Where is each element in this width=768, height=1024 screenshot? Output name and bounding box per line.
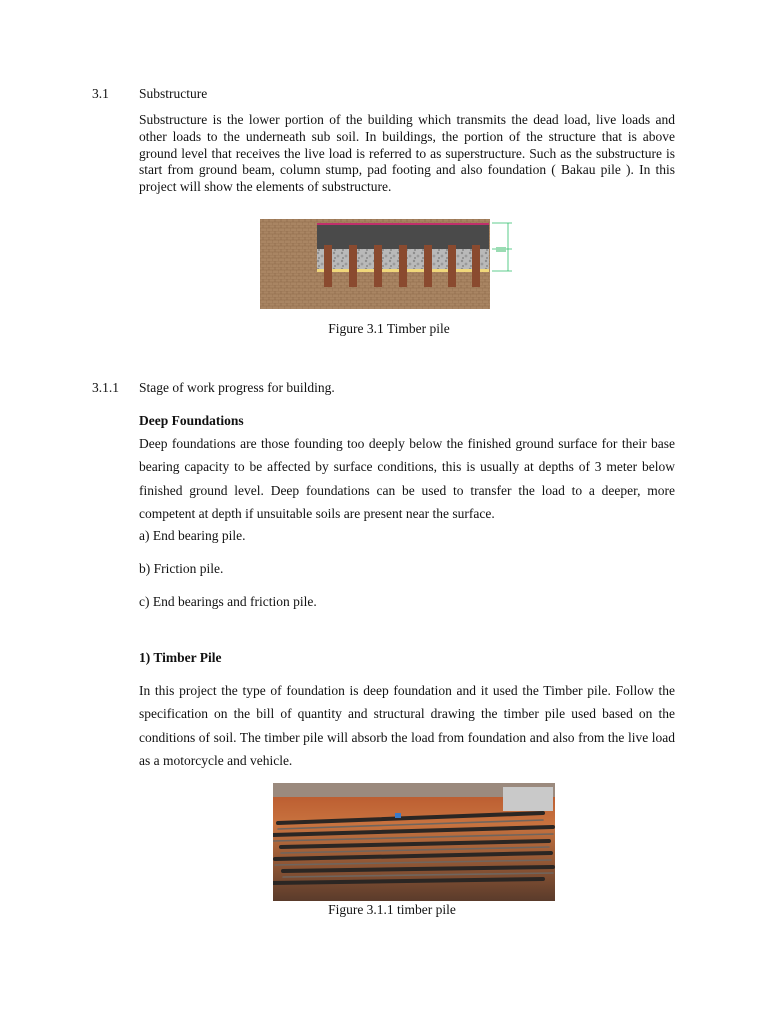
list-item: b) Friction pile.	[139, 561, 224, 576]
figure-caption: Figure 3.1 Timber pile	[328, 321, 450, 336]
list-item: a) End bearing pile.	[139, 528, 246, 543]
deep-foundations-heading: Deep Foundations	[139, 413, 244, 428]
substructure-paragraph: Substructure is the lower portion of the building which transmits the dead load, live loads and other loads to the underneath sub soil. In buildings, the portion of the structure that is above ground level that receives the live load is referred to as superstructure. Such as the substructure is start from ground beam, column stump, pad footing and also foundation ( Bakau pile ). In this project will show the elements of substructure.	[139, 112, 675, 195]
list-item: c) End bearings and friction pile.	[139, 594, 317, 609]
section-number: 3.1	[92, 86, 109, 101]
timber-pile-photo-svg	[273, 783, 555, 901]
timber-pile-paragraph: In this project the type of foundation is deep foundation and it used the Timber pile. Follow the specification on the bill of quantity and structural drawing the timber pile used based on the conditions of soil. The timber pile will absorb the load from foundation and also from the live load as a motorcycle and vehicle.	[139, 683, 675, 768]
figure-caption: Figure 3.1.1 timber pile	[328, 902, 456, 917]
timber-pile-photo	[273, 783, 555, 901]
timber-pile-drawing	[260, 219, 557, 309]
subsection-title: Stage of work progress for building.	[139, 380, 335, 395]
subsection-number: 3.1.1	[92, 380, 119, 395]
timber-pile-drawing-svg	[260, 219, 557, 309]
section-title: Substructure	[139, 86, 208, 101]
timber-pile-heading: 1) Timber Pile	[139, 650, 222, 665]
deep-foundations-paragraph: Deep foundations are those founding too deeply below the finished ground surface for their base bearing capacity to be affected by surface conditions, this is usually at depths of 3 meter below finished ground level. Deep foundations can be used to transfer the load to a deeper, more competent at depth if unsuitable soils are present near the surface.	[139, 436, 675, 521]
